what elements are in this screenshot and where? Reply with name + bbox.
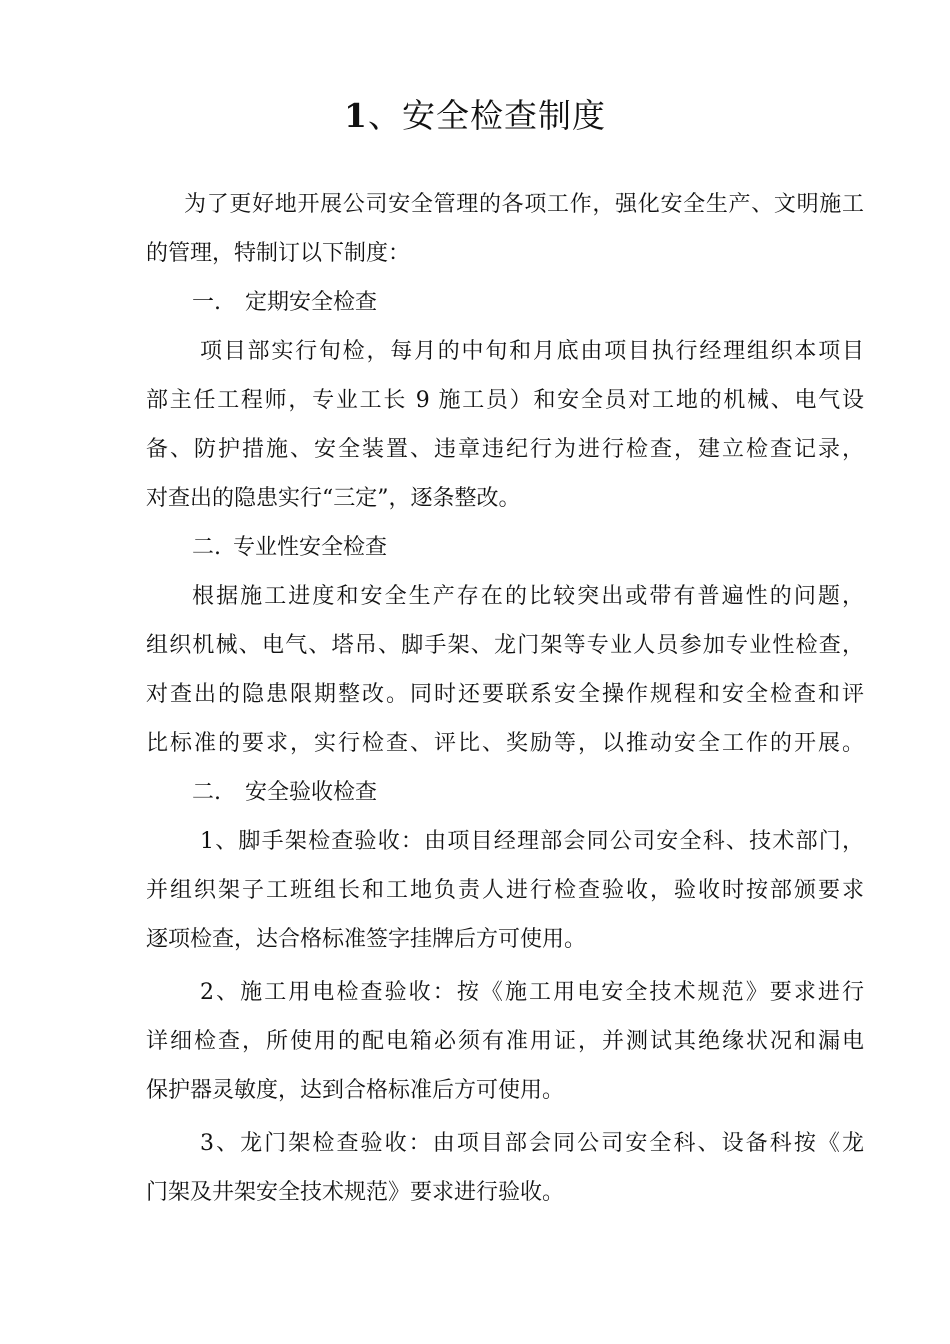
paragraph-line: 1、脚手架检查验收：由项目经理部会同公司安全科、技术部门，	[200, 829, 864, 854]
section-heading-text: 安全验收检查	[245, 780, 378, 805]
paragraph-line: 逐项检查，达合格标准签字挂牌后方可使用。	[146, 927, 587, 952]
paragraph-line: 组织机械、电气、塔吊、脚手架、龙门架等专业人员参加专业性检查，	[146, 633, 864, 658]
paragraph-line: 详细检查，所使用的配电箱必须有准用证，并测试其绝缘状况和漏电	[146, 1029, 864, 1054]
paragraph-line: 并组织架子工班组长和工地负责人进行检查验收，验收时按部颁要求	[146, 878, 864, 903]
section-heading	[146, 768, 864, 817]
paragraph-line: 对查出的隐患实行“三定”，逐条整改。	[146, 486, 521, 511]
paragraph-line: 对查出的隐患限期整改。同时还要联系安全操作规程和安全检查和评	[146, 682, 864, 707]
paragraph-line: 保护器灵敏度，达到合格标准后方可使用。	[146, 1078, 565, 1103]
paragraph-line: 根据施工进度和安全生产存在的比较突出或带有普遍性的问题，	[192, 584, 864, 609]
intro-line: 的管理，特制订以下制度：	[146, 241, 411, 266]
title-text: 、安全检查制度	[367, 96, 606, 135]
intro-line: 为了更好地开展公司安全管理的各项工作，强化安全生产、文明施工	[184, 192, 864, 217]
section-marker: 一.	[192, 290, 221, 315]
section-heading	[146, 523, 864, 572]
section-marker: 二.	[192, 780, 221, 805]
paragraph-line: 2、施工用电检查验收：按《施工用电安全技术规范》要求进行	[200, 980, 864, 1005]
paragraph-line: 门架及井架安全技术规范》要求进行验收。	[146, 1180, 565, 1205]
section-heading	[146, 278, 864, 327]
page-title	[0, 92, 950, 140]
paragraph-line: 备、防护措施、安全装置、违章违纪行为进行检查，建立检查记录，	[146, 437, 864, 462]
title-number: 1	[344, 96, 368, 135]
paragraph-line: 部主任工程师，专业工长 9 施工员）和安全员对工地的机械、电气设	[146, 388, 864, 413]
document-body	[146, 180, 864, 1217]
section-heading-text: 定期安全检查	[245, 290, 378, 315]
section-marker: 二.	[192, 535, 221, 560]
paragraph-line: 3、龙门架检查验收：由项目部会同公司安全科、设备科按《龙	[200, 1131, 864, 1156]
section-heading-text: 专业性安全检查	[233, 535, 388, 560]
paragraph-line: 项目部实行旬检，每月的中旬和月底由项目执行经理组织本项目	[200, 339, 864, 364]
paragraph-line: 比标准的要求，实行检查、评比、奖励等，以推动安全工作的开展。	[146, 731, 864, 756]
